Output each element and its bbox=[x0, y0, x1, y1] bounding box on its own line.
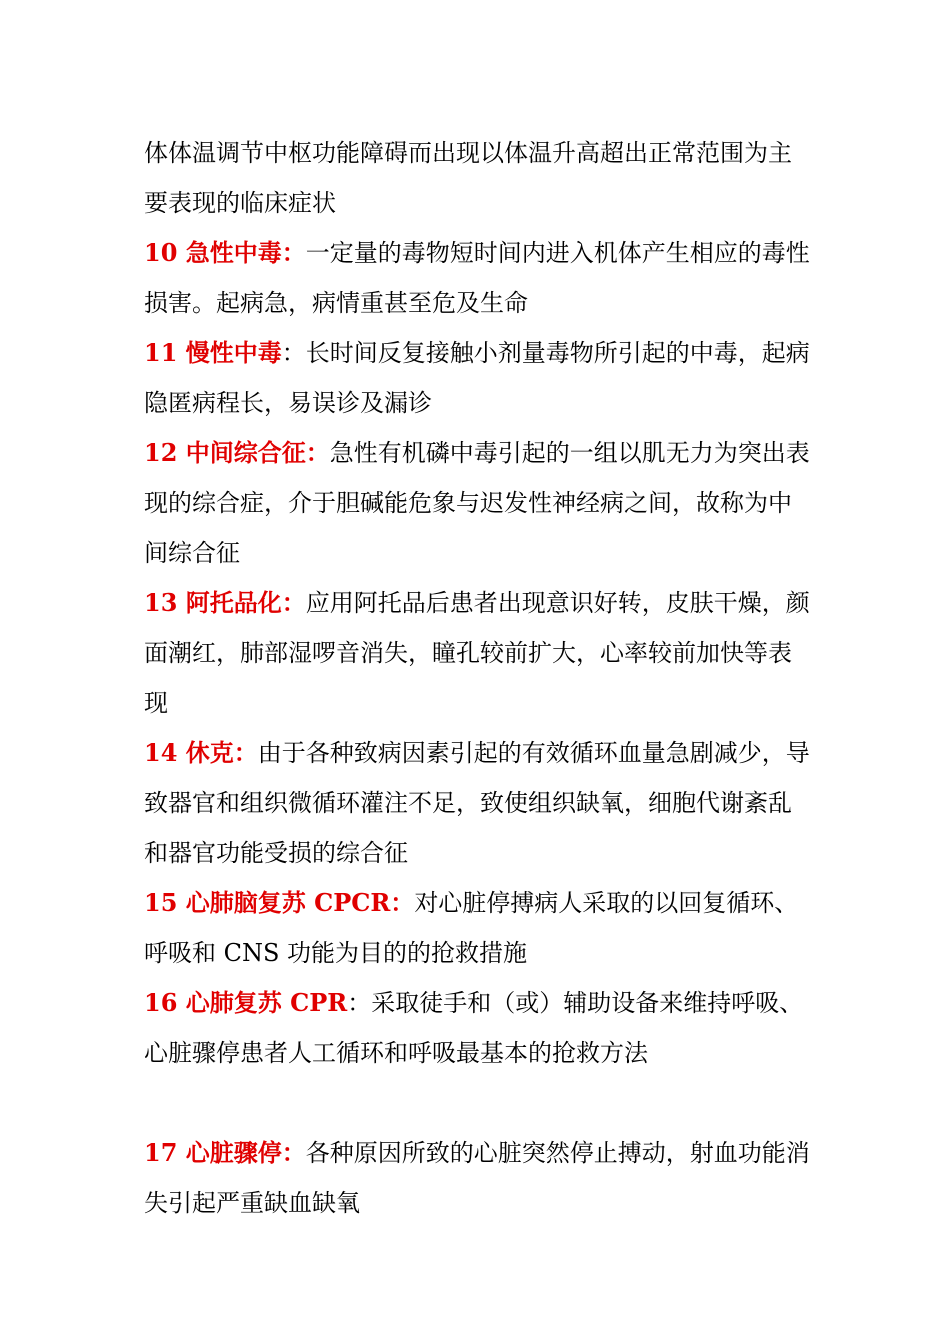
blank-line bbox=[144, 1078, 814, 1128]
entry-intermediate-syndrome bbox=[144, 428, 814, 578]
document-body bbox=[144, 128, 814, 1228]
entry-term: 10 急性中毒： bbox=[144, 238, 306, 267]
entry-term: 15 心肺脑复苏 CPCR： bbox=[144, 888, 415, 917]
entry-definition: 应用阿托品后患者出现意识好转，皮肤干燥，颜面潮红，肺部湿啰音消失，瞳孔较前扩大，心率较前加快等表现 bbox=[144, 589, 810, 717]
entry-definition: 急性有机磷中毒引起的一组以肌无力为突出表现的综合症，介于胆碱能危象与迟发性神经病之间，故称为中间综合征 bbox=[144, 439, 810, 567]
entry-term: 11 慢性中毒 bbox=[144, 338, 282, 367]
entry-definition: ：采取徒手和（或）辅助设备来维持呼吸、心脏骤停患者人工循环和呼吸最基本的抢救方法 bbox=[144, 989, 804, 1067]
entry-definition: 各种原因所致的心脏突然停止搏动，射血功能消失引起严重缺血缺氧 bbox=[144, 1139, 810, 1217]
entry-definition: 体体温调节中枢功能障碍而出现以体温升高超出正常范围为主要表现的临床症状 bbox=[144, 139, 792, 217]
entry-term: 13 阿托品化： bbox=[144, 588, 306, 617]
entry-cpr bbox=[144, 978, 814, 1078]
entry-definition: 对心脏停搏病人采取的以回复循环、呼吸和 CNS 功能为目的的抢救措施 bbox=[144, 889, 799, 967]
entry-term: 17 心脏骤停： bbox=[144, 1138, 306, 1167]
entry-cardiac-arrest bbox=[144, 1128, 814, 1228]
entry-definition: 一定量的毒物短时间内进入机体产生相应的毒性损害。起病急，病情重甚至危及生命 bbox=[144, 239, 810, 317]
entry-acute-poisoning bbox=[144, 228, 814, 328]
entry-definition: 由于各种致病因素引起的有效循环血量急剧减少，导致器官和组织微循环灌注不足，致使组织缺氧，细胞代谢紊乱和器官功能受损的综合征 bbox=[144, 739, 810, 867]
entry-atropinization bbox=[144, 578, 814, 728]
entry-fever-continuation bbox=[144, 128, 814, 228]
entry-definition: ：长时间反复接触小剂量毒物所引起的中毒，起病隐匿病程长，易误诊及漏诊 bbox=[144, 339, 810, 417]
entry-chronic-poisoning bbox=[144, 328, 814, 428]
entry-term: 16 心肺复苏 CPR bbox=[144, 988, 348, 1017]
entry-term: 14 休克： bbox=[144, 738, 258, 767]
entry-cpcr bbox=[144, 878, 814, 978]
entry-term: 12 中间综合征： bbox=[144, 438, 330, 467]
entry-shock bbox=[144, 728, 814, 878]
